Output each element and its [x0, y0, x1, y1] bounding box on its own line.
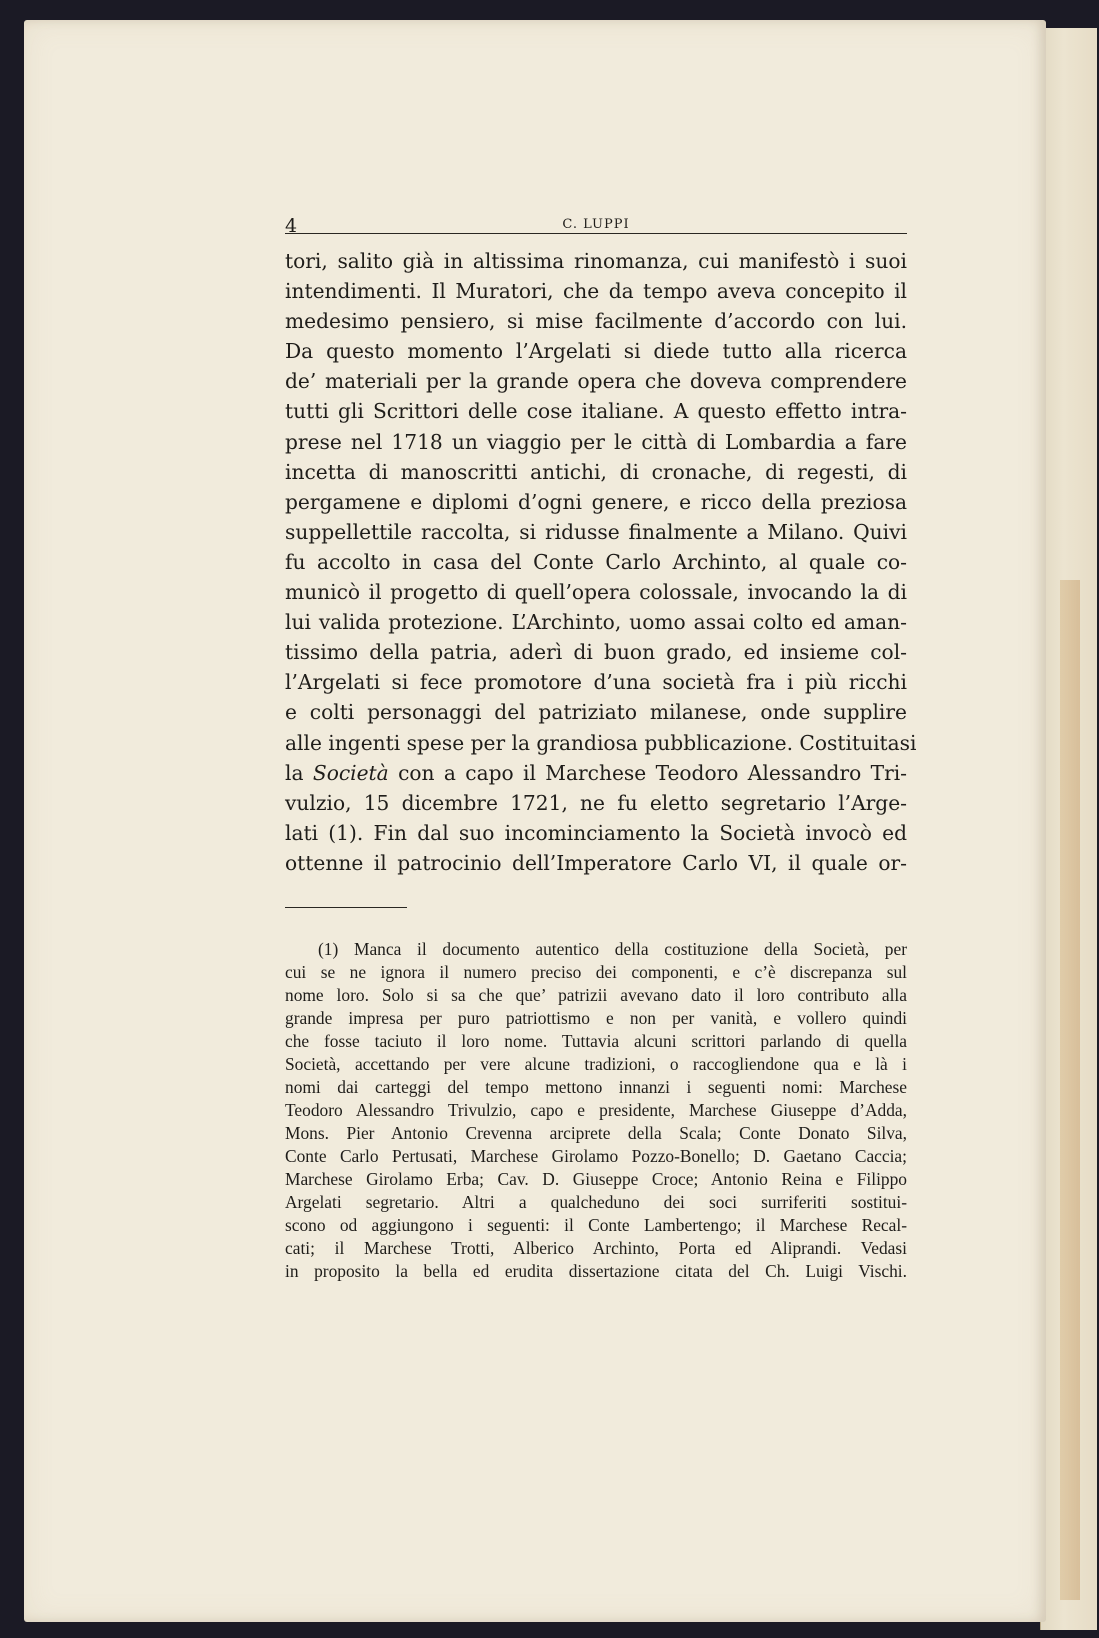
- footnote-line: Teodoro Alessandro Trivulzio, capo e presidente, Marchese Giuseppe d’Adda,: [285, 1099, 907, 1120]
- footnote-rule: [285, 907, 407, 908]
- footnote-line: Società, accettando per vere alcune tradizioni, o raccogliendone qua e là i: [285, 1053, 907, 1074]
- body-line: municò il progetto di quell’opera colossale, invocando la di: [285, 580, 907, 605]
- footnote-line: Conte Carlo Pertusati, Marchese Girolamo Pozzo-Bonello; D. Gaetano Caccia;: [285, 1145, 907, 1166]
- footnote-line: cati; il Marchese Trotti, Alberico Archinto, Porta ed Aliprandi. Vedasi: [285, 1237, 907, 1258]
- footnote: [285, 938, 907, 1283]
- footnote-line: Argelati segretario. Altri a qualcheduno dei soci surriferiti sostitui-: [285, 1191, 907, 1212]
- footnote-line: (1) Manca il documento autentico della costituzione della Società, per: [318, 938, 907, 959]
- body-line: l’Argelati si fece promotore d’una società fra i più ricchi: [285, 670, 907, 695]
- body-text: [285, 246, 917, 878]
- body-line: e colti personaggi del patriziato milanese, onde supplire: [285, 700, 907, 725]
- footnote-line: cui se ne ignora il numero preciso dei componenti, e c’è discrepanza sul: [285, 961, 907, 982]
- running-head: [285, 205, 907, 237]
- line-start-text: la: [285, 760, 304, 785]
- footnote-line: nome loro. Solo si sa che que’ patrizii avevano dato il loro contributo alla: [285, 984, 907, 1005]
- body-line: pergamene e diplomi d’ogni genere, e ricco della preziosa: [285, 489, 907, 514]
- body-line: fu accolto in casa del Conte Carlo Archinto, al quale co-: [285, 549, 907, 574]
- body-line: de’ materiali per la grande opera che doveva comprendere: [285, 369, 907, 394]
- body-line: suppellettile raccolta, si ridusse finalmente a Milano. Quivi: [285, 519, 907, 544]
- line-end-text: con a capo il Marchese Teodoro Alessandro Tri-: [398, 760, 908, 785]
- body-line: ottenne il patrocinio dell’Imperatore Carlo VI, il quale or-: [285, 850, 907, 875]
- footnote-line: in proposito la bella ed erudita dissertazione citata del Ch. Luigi Vischi.: [285, 1260, 907, 1281]
- body-line: tissimo della patria, aderì di buon grado, ed insieme col-: [285, 640, 907, 665]
- page-number: 4: [285, 215, 298, 237]
- body-line: tori, salito già in altissima rinomanza, cui manifestò i suoi: [285, 249, 907, 273]
- footnote-line: nomi dai carteggi del tempo mettono innanzi i seguenti nomi: Marchese: [285, 1076, 907, 1097]
- body-line: vulzio, 15 dicembre 1721, ne fu eletto segretario l’Arge-: [285, 790, 907, 815]
- running-title: C. LUPPI: [562, 217, 630, 232]
- body-line: lui valida protezione. L’Archinto, uomo assai colto ed aman-: [285, 610, 907, 635]
- body-line: intendimenti. Il Muratori, che da tempo aveva concepito il: [285, 279, 907, 304]
- body-line-with-italic: [285, 758, 907, 788]
- body-line: incetta di manoscritti antichi, di cronache, di regesti, di: [285, 459, 907, 484]
- italic-societa: Società: [312, 760, 389, 785]
- body-line: Da questo momento l’Argelati si diede tutto alla ricerca: [285, 339, 907, 364]
- page-edge-stain: [1060, 580, 1080, 1600]
- body-line: lati (1). Fin dal suo incominciamento la Società invocò ed: [285, 820, 907, 845]
- body-line: alle ingenti spese per la grandiosa pubblicazione. Costituitasi: [285, 730, 917, 755]
- footnote-line: che fosse taciuto il loro nome. Tuttavia alcuni scrittori parlando di quella: [285, 1030, 907, 1051]
- footnote-line: grande impresa per puro patriottismo e non per vanità, e vollero quindi: [285, 1007, 907, 1028]
- page-content: [285, 205, 917, 1283]
- body-line: tutti gli Scrittori delle cose italiane. A questo effetto intra-: [285, 399, 907, 424]
- footnote-line: Mons. Pier Antonio Crevenna arciprete della Scala; Conte Donato Silva,: [285, 1122, 907, 1143]
- body-line: prese nel 1718 un viaggio per le città di Lombardia a fare: [285, 429, 907, 454]
- footnote-line: scono od aggiungono i seguenti: il Conte Lambertengo; il Marchese Recal-: [285, 1214, 907, 1235]
- footnote-line: Marchese Girolamo Erba; Cav. D. Giuseppe Croce; Antonio Reina e Filippo: [285, 1168, 907, 1189]
- body-line: medesimo pensiero, si mise facilmente d’accordo con lui.: [285, 309, 907, 334]
